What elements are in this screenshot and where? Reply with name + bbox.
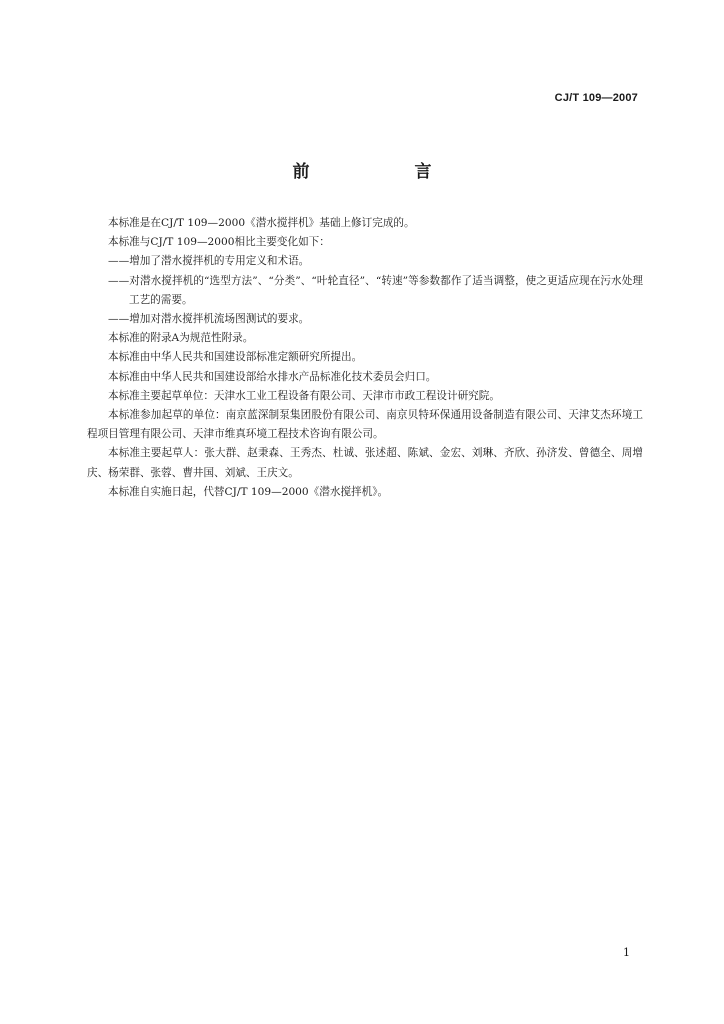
page-number: 1 [623,946,630,959]
change-item-definitions: ——增加了潜水搅拌机的专用定义和术语。 [108,255,310,268]
page-title: 前 言 [292,162,476,182]
paragraph-changes-intro: 本标准与CJ/T 109—2000相比主要变化如下： [108,236,330,249]
paragraph-managed-by: 本标准由中华人民共和国建设部给水排水产品标准化技术委员会归口。 [108,370,437,383]
paragraph-participating-units: 本标准参加起草的单位：南京蓝深制泵集团股份有限公司、南京贝特环保通用设备制造有限公司、天津艾杰环境工程项目管理有限公司、天津市维真环境工程技术咨询有限公司。 [87,409,643,441]
paragraph-revision-basis: 本标准是在CJ/T 109—2000《潜水搅拌机》基础上修订完成的。 [108,217,415,229]
paragraph-replaces: 本标准自实施日起，代替CJ/T 109—2000《潜水搅拌机》。 [108,485,389,498]
change-item-parameters: ——对潜水搅拌机的“选型方法”、“分类”、“叶轮直径”、“转速”等参数都作了适当调整，使之更适应现在污水处理工艺的需要。 [108,274,643,306]
change-item-flow-field-test: ——增加对潜水搅拌机流场图测试的要求。 [108,313,310,326]
standard-code: CJ/T 109—2007 [554,92,638,104]
foreword-body [87,214,643,502]
paragraph-proposed-by: 本标准由中华人民共和国建设部标准定额研究所提出。 [108,351,363,364]
paragraph-annex: 本标准的附录A为规范性附录。 [108,332,254,345]
paragraph-main-drafters-units: 本标准主要起草单位：天津水工业工程设备有限公司、天津市市政工程设计研究院。 [108,389,500,402]
paragraph-main-drafters: 本标准主要起草人：张大群、赵秉森、王秀杰、杜诚、张述超、陈斌、金宏、刘琳、齐欣、孙济发、曾德全、周增庆、杨荣群、张蓉、曹井国、刘斌、王庆文。 [87,447,643,479]
